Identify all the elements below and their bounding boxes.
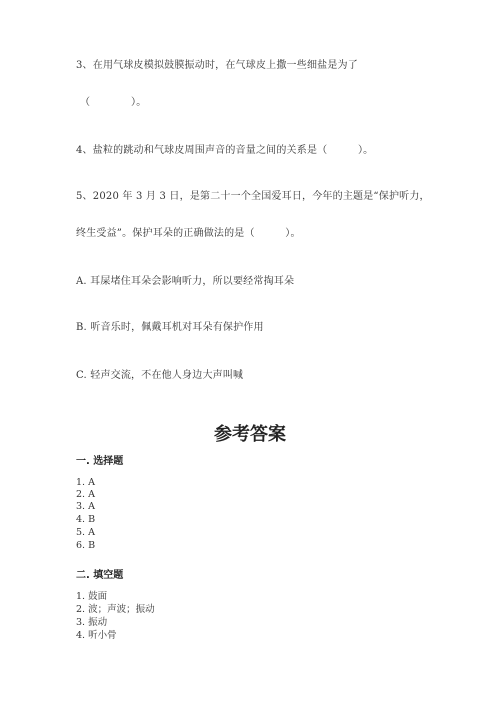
question-4: 4、盐粒的跳动和气球皮周围声音的音量之间的关系是（ ）。 bbox=[76, 145, 374, 156]
fill-answer-4: 4. 听小骨 bbox=[76, 630, 117, 641]
choice-answer-3: 3. A bbox=[76, 501, 95, 512]
question-5-line-1: 5、2020 年 3 月 3 日，是第二十一个全国爱耳日，今年的主题是“保护听力， bbox=[76, 191, 430, 202]
answer-key-title: 参考答案 bbox=[214, 424, 286, 445]
choice-answer-2: 2. A bbox=[76, 489, 95, 500]
option-b: B. 听音乐时，佩戴耳机对耳朵有保护作用 bbox=[76, 322, 264, 333]
question-3-line-1: 3、在用气球皮模拟鼓膜振动时，在气球皮上撒一些细盐是为了 bbox=[76, 60, 358, 71]
question-3-line-2: （ ）。 bbox=[80, 97, 147, 108]
choice-answer-1: 1. A bbox=[76, 477, 95, 488]
section-multiple-choice: 一. 选择题 bbox=[76, 456, 124, 467]
choice-answer-4: 4. B bbox=[76, 514, 96, 525]
section-fill-in-blank: 二. 填空题 bbox=[76, 570, 124, 581]
option-a: A. 耳屎堵住耳朵会影响听力，所以要经常掏耳朵 bbox=[76, 276, 295, 287]
option-c: C. 轻声交流，不在他人身边大声叫喊 bbox=[76, 370, 244, 381]
fill-answer-3: 3. 振动 bbox=[76, 617, 108, 628]
choice-answer-5: 5. A bbox=[76, 527, 95, 538]
choice-answer-6: 6. B bbox=[76, 540, 96, 551]
fill-answer-1: 1. 鼓面 bbox=[76, 591, 108, 602]
fill-answer-2: 2. 波；声波；振动 bbox=[76, 604, 155, 615]
question-5-line-2: 终生受益”。保护耳朵的正确做法的是（ ）。 bbox=[76, 228, 301, 239]
